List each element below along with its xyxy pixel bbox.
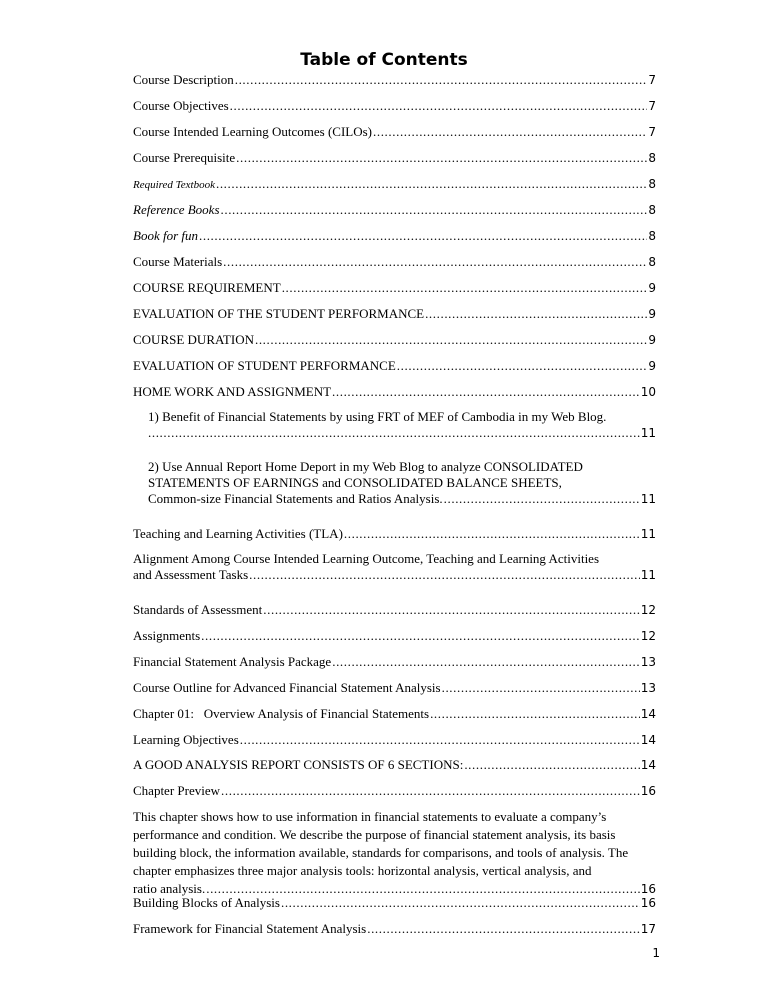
toc-entry-text: Teaching and Learning Activities (TLA) <box>133 526 343 541</box>
toc-entry[interactable] <box>133 150 656 166</box>
toc-entry[interactable] <box>133 732 656 748</box>
leader-dots <box>282 280 648 296</box>
toc-entry-text: Course Prerequisite <box>133 150 236 165</box>
toc-entry-text: Financial Statement Analysis Package <box>133 654 332 669</box>
toc-entry[interactable] <box>133 602 656 618</box>
toc-entry[interactable] <box>133 254 656 270</box>
toc-page-number: 16 <box>640 882 656 896</box>
leader-dots <box>230 98 648 114</box>
toc-page-number: 11 <box>640 492 656 506</box>
toc-page-number: 9 <box>648 333 656 347</box>
toc-page-number: 8 <box>648 203 656 217</box>
toc-entry-text: Book for fun <box>133 228 198 243</box>
leader-dots <box>367 921 639 937</box>
toc-entry-text: Reference Books <box>133 202 220 217</box>
toc-entry-text: A GOOD ANALYSIS REPORT CONSISTS OF 6 SECTIONS: <box>133 757 464 772</box>
toc-page-number: 10 <box>640 385 656 399</box>
leader-dots <box>236 150 647 166</box>
toc-entry[interactable] <box>133 783 656 799</box>
toc-entry[interactable] <box>133 332 656 348</box>
toc-entry[interactable] <box>148 459 656 507</box>
toc-entry-text: HOME WORK AND ASSIGNMENT <box>133 384 332 399</box>
toc-page-number: 16 <box>640 896 656 910</box>
toc-entry-text-lead: Alignment Among Course Intended Learning Outcome, Teaching and Learning Activities <box>133 551 600 566</box>
toc-entry-text: ratio analysis. <box>133 881 206 896</box>
toc-entry[interactable] <box>133 306 656 322</box>
toc-page-number: 9 <box>648 359 656 373</box>
toc-page-number: 17 <box>640 922 656 936</box>
toc-entry[interactable] <box>133 526 656 542</box>
toc-entry-text: COURSE REQUIREMENT <box>133 280 281 295</box>
toc-entry-text: Course Objectives <box>133 98 229 113</box>
leader-dots <box>221 783 640 799</box>
toc-entry-text: Framework for Financial Statement Analysis <box>133 921 367 936</box>
toc-entry[interactable] <box>133 228 656 244</box>
toc-page-number: 8 <box>648 151 656 165</box>
toc-entry-text: Course Outline for Advanced Financial Statement Analysis <box>133 680 441 695</box>
toc-page-number: 13 <box>640 655 656 669</box>
leader-dots <box>235 72 648 88</box>
toc-entry-text-lead: This chapter shows how to use information in financial statements to evaluate a company’s performance and condition. We describe the purpose of financial statement analysis, its basis building block, the information available, standards for comparisons, and tools of analysis. The chapter emphasizes three major analysis tools: horizontal analysis, vertical analysis, and <box>133 809 629 878</box>
toc-entry-text: EVALUATION OF THE STUDENT PERFORMANCE <box>133 306 425 321</box>
toc-entry-text: Building Blocks of Analysis <box>133 895 280 910</box>
leader-dots <box>148 425 640 441</box>
toc-entry[interactable] <box>148 409 656 441</box>
toc-entry[interactable] <box>133 628 656 644</box>
toc-page-number: 11 <box>640 568 656 582</box>
leader-dots <box>221 202 648 218</box>
toc-entry-text: Chapter Preview <box>133 783 221 798</box>
toc-entry-text: Common-size Financial Statements and Ratios Analysis. <box>148 491 443 506</box>
toc-entry[interactable] <box>133 384 656 400</box>
toc-page-number: 9 <box>648 307 656 321</box>
toc-entry-text: 1) Benefit of Financial Statements by using FRT of MEF of Cambodia in my Web Blog. <box>148 409 607 424</box>
leader-dots <box>281 895 640 911</box>
toc-page-number: 14 <box>640 758 656 772</box>
toc-entry-text: Chapter 01: Overview Analysis of Financial Statements <box>133 706 430 721</box>
toc-entry[interactable] <box>133 176 656 193</box>
toc-page-number: 8 <box>648 229 656 243</box>
toc-entry-text: Course Intended Learning Outcomes (CILOs) <box>133 124 372 139</box>
toc-entry[interactable] <box>133 202 656 218</box>
leader-dots <box>373 124 647 140</box>
toc-page-number: 7 <box>648 73 656 87</box>
toc-entry[interactable] <box>133 654 656 670</box>
toc-page-number: 16 <box>640 784 656 798</box>
leader-dots <box>332 384 640 400</box>
toc-page-number: 14 <box>640 733 656 747</box>
toc-entry-text: Course Description <box>133 72 234 87</box>
leader-dots <box>332 654 640 670</box>
leader-dots <box>444 491 640 507</box>
toc-entry[interactable] <box>133 280 656 296</box>
leader-dots <box>216 176 647 192</box>
toc-entry[interactable] <box>133 680 656 696</box>
toc-entry[interactable] <box>133 895 656 911</box>
leader-dots <box>249 567 640 583</box>
toc-entry-text: Required Textbook <box>133 179 215 191</box>
toc-page-number: 13 <box>640 681 656 695</box>
leader-dots <box>201 628 640 644</box>
toc-page-number: 8 <box>648 177 656 191</box>
toc-entry[interactable] <box>133 358 656 374</box>
toc-page-number: 7 <box>648 125 656 139</box>
toc-entry-text: Learning Objectives <box>133 732 239 747</box>
toc-page-number: 12 <box>640 629 656 643</box>
toc-entry-text: Standards of Assessment <box>133 602 263 617</box>
leader-dots <box>442 680 640 696</box>
toc-entry[interactable] <box>133 706 656 722</box>
leader-dots <box>263 602 639 618</box>
toc-entry[interactable] <box>133 921 656 937</box>
toc-page-number: 14 <box>640 707 656 721</box>
leader-dots <box>430 706 640 722</box>
toc-entry[interactable] <box>133 551 656 583</box>
toc-entry[interactable] <box>133 808 656 898</box>
toc-entry[interactable] <box>133 124 656 140</box>
toc-entry[interactable] <box>133 98 656 114</box>
leader-dots <box>240 732 640 748</box>
toc-entry-text: COURSE DURATION <box>133 332 254 347</box>
page-title: Table of Contents <box>300 50 468 70</box>
toc-page-number: 11 <box>640 426 656 440</box>
toc-page-number: 9 <box>648 281 656 295</box>
toc-page-number: 7 <box>648 99 656 113</box>
toc-entry-text: Course Materials <box>133 254 223 269</box>
toc-entry-text: Assignments <box>133 628 201 643</box>
toc-entry[interactable] <box>133 757 656 773</box>
leader-dots <box>344 526 640 542</box>
toc-entry[interactable] <box>133 72 656 88</box>
leader-dots <box>464 757 639 773</box>
toc-page-number: 8 <box>648 255 656 269</box>
leader-dots <box>199 228 647 244</box>
leader-dots <box>397 358 648 374</box>
toc-entry-text-lead: 2) Use Annual Report Home Deport in my Web Blog to analyze CONSOLIDATED STATEMENTS OF EARNINGS and CONSOLIDATED BALANCE SHEETS, <box>148 459 583 490</box>
leader-dots <box>255 332 647 348</box>
leader-dots <box>425 306 647 322</box>
page-number: 1 <box>652 946 660 960</box>
leader-dots <box>223 254 647 270</box>
toc-page-number: 12 <box>640 603 656 617</box>
toc-page-number: 11 <box>640 527 656 541</box>
toc-entry-text: EVALUATION OF STUDENT PERFORMANCE <box>133 358 396 373</box>
toc-entry-text: and Assessment Tasks <box>133 567 249 582</box>
